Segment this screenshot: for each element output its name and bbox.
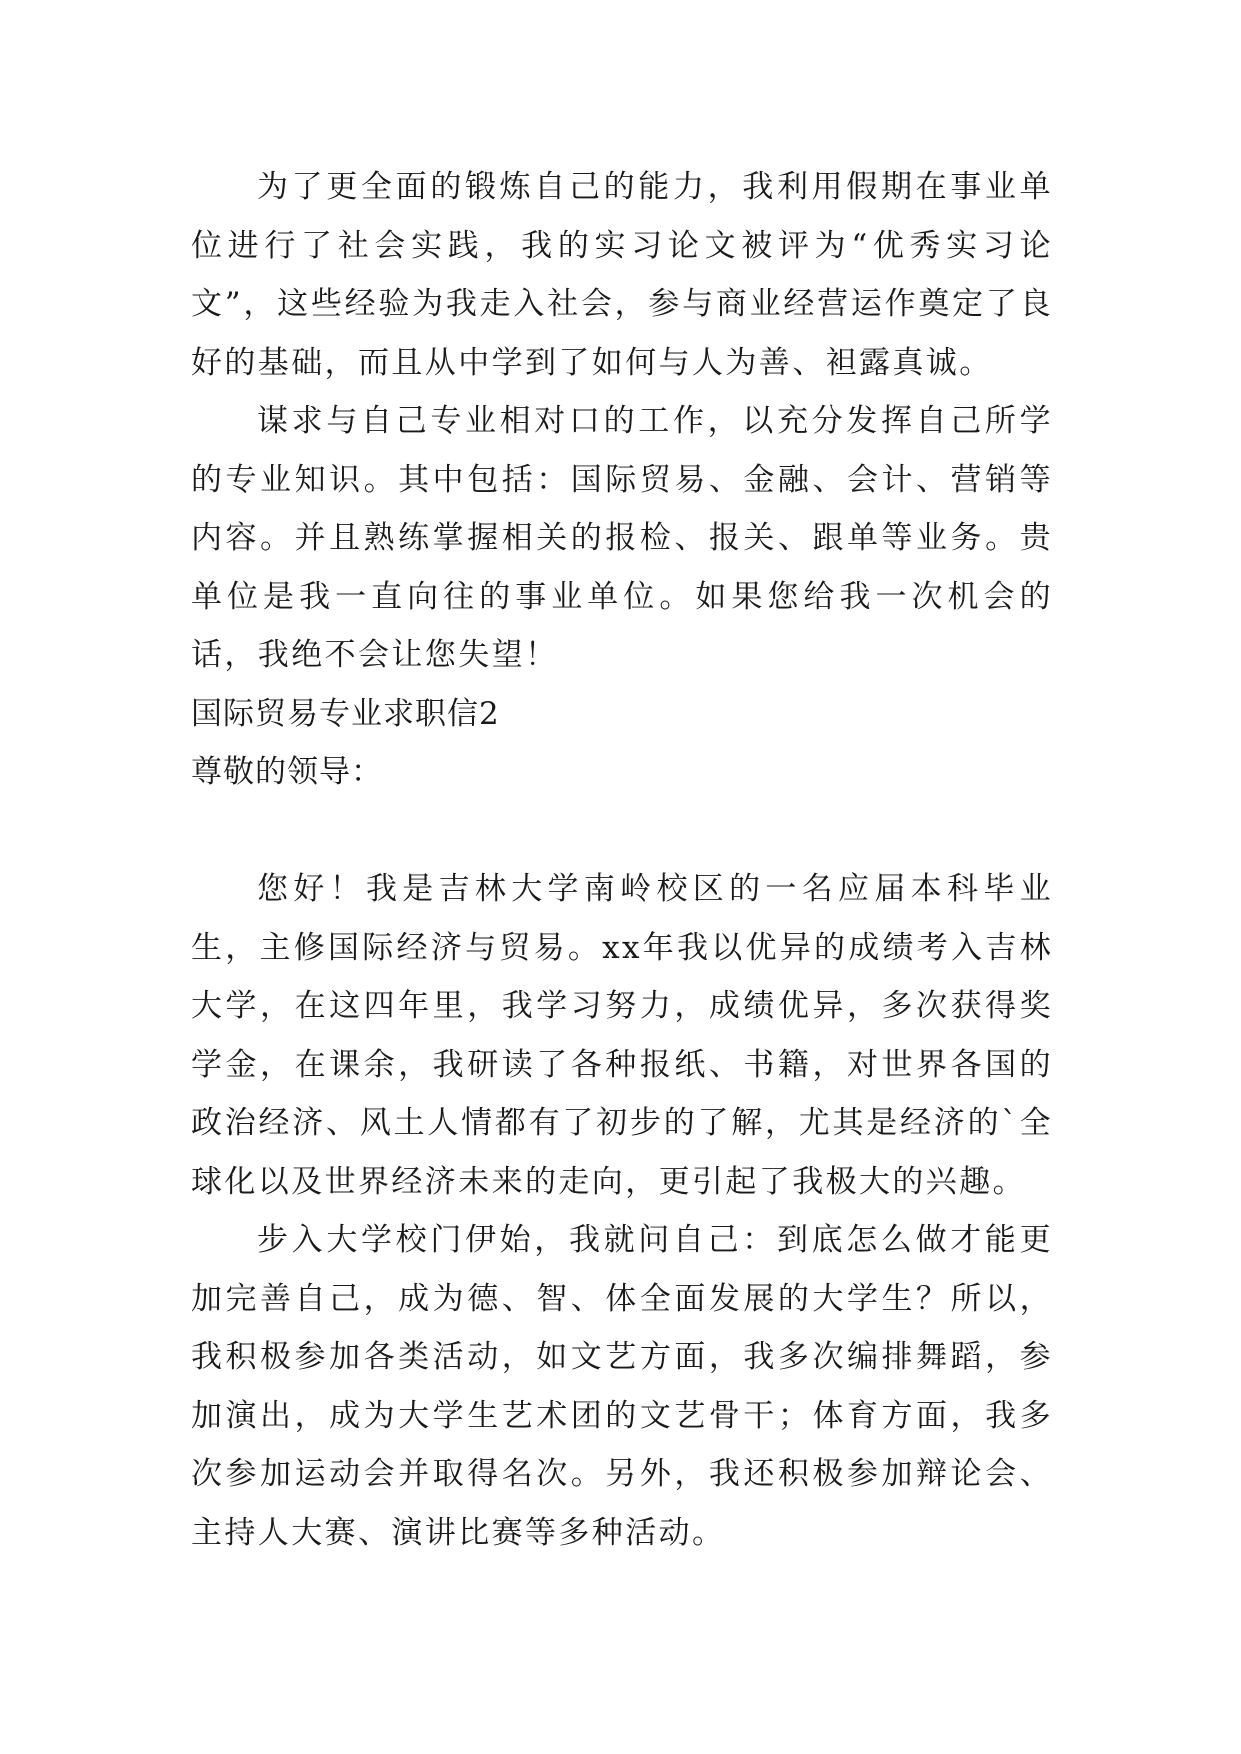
blank-line	[191, 802, 1053, 861]
paragraph-self-introduction: 您好！我是吉林大学南岭校区的一名应届本科毕业生，主修国际经济与贸易。xx年我以优异的成绩考入吉林大学，在这四年里，我学习努力，成绩优异，多次获得奖学金，在课余，我研读了各种报纸、书籍，对世界各国的政治经济、风土人情都有了初步的了解，尤其是经济的`全球化以及世界经济未来的走向，更引起了我极大的兴趣。	[191, 871, 1053, 1200]
paragraph-practice-experience: 为了更全面的锻炼自己的能力，我利用假期在事业单位进行了社会实践，我的实习论文被评为“优秀实习论文”，这些经验为我走入社会，参与商业经营运作奠定了良好的基础，而且从中学到了如何与人为善、袒露真诚。	[191, 169, 1053, 381]
salutation: 尊敬的领导：	[191, 754, 383, 790]
document-body	[191, 158, 1053, 1562]
paragraph-job-objective: 谋求与自己专业相对口的工作，以充分发挥自己所学的专业知识。其中包括：国际贸易、金融、会计、营销等内容。并且熟练掌握相关的报检、报关、跟单等业务。贵单位是我一直向往的事业单位。如果您给我一次机会的话，我绝不会让您失望！	[191, 403, 1053, 673]
paragraph-activities: 步入大学校门伊始，我就问自己：到底怎么做才能更加完善自己，成为德、智、体全面发展的大学生？所以，我积极参加各类活动，如文艺方面，我多次编排舞蹈，参加演出，成为大学生艺术团的文艺骨干；体育方面，我多次参加运动会并取得名次。另外，我还积极参加辩论会、主持人大赛、演讲比赛等多种活动。	[191, 1222, 1053, 1551]
section-title: 国际贸易专业求职信2	[191, 695, 500, 732]
